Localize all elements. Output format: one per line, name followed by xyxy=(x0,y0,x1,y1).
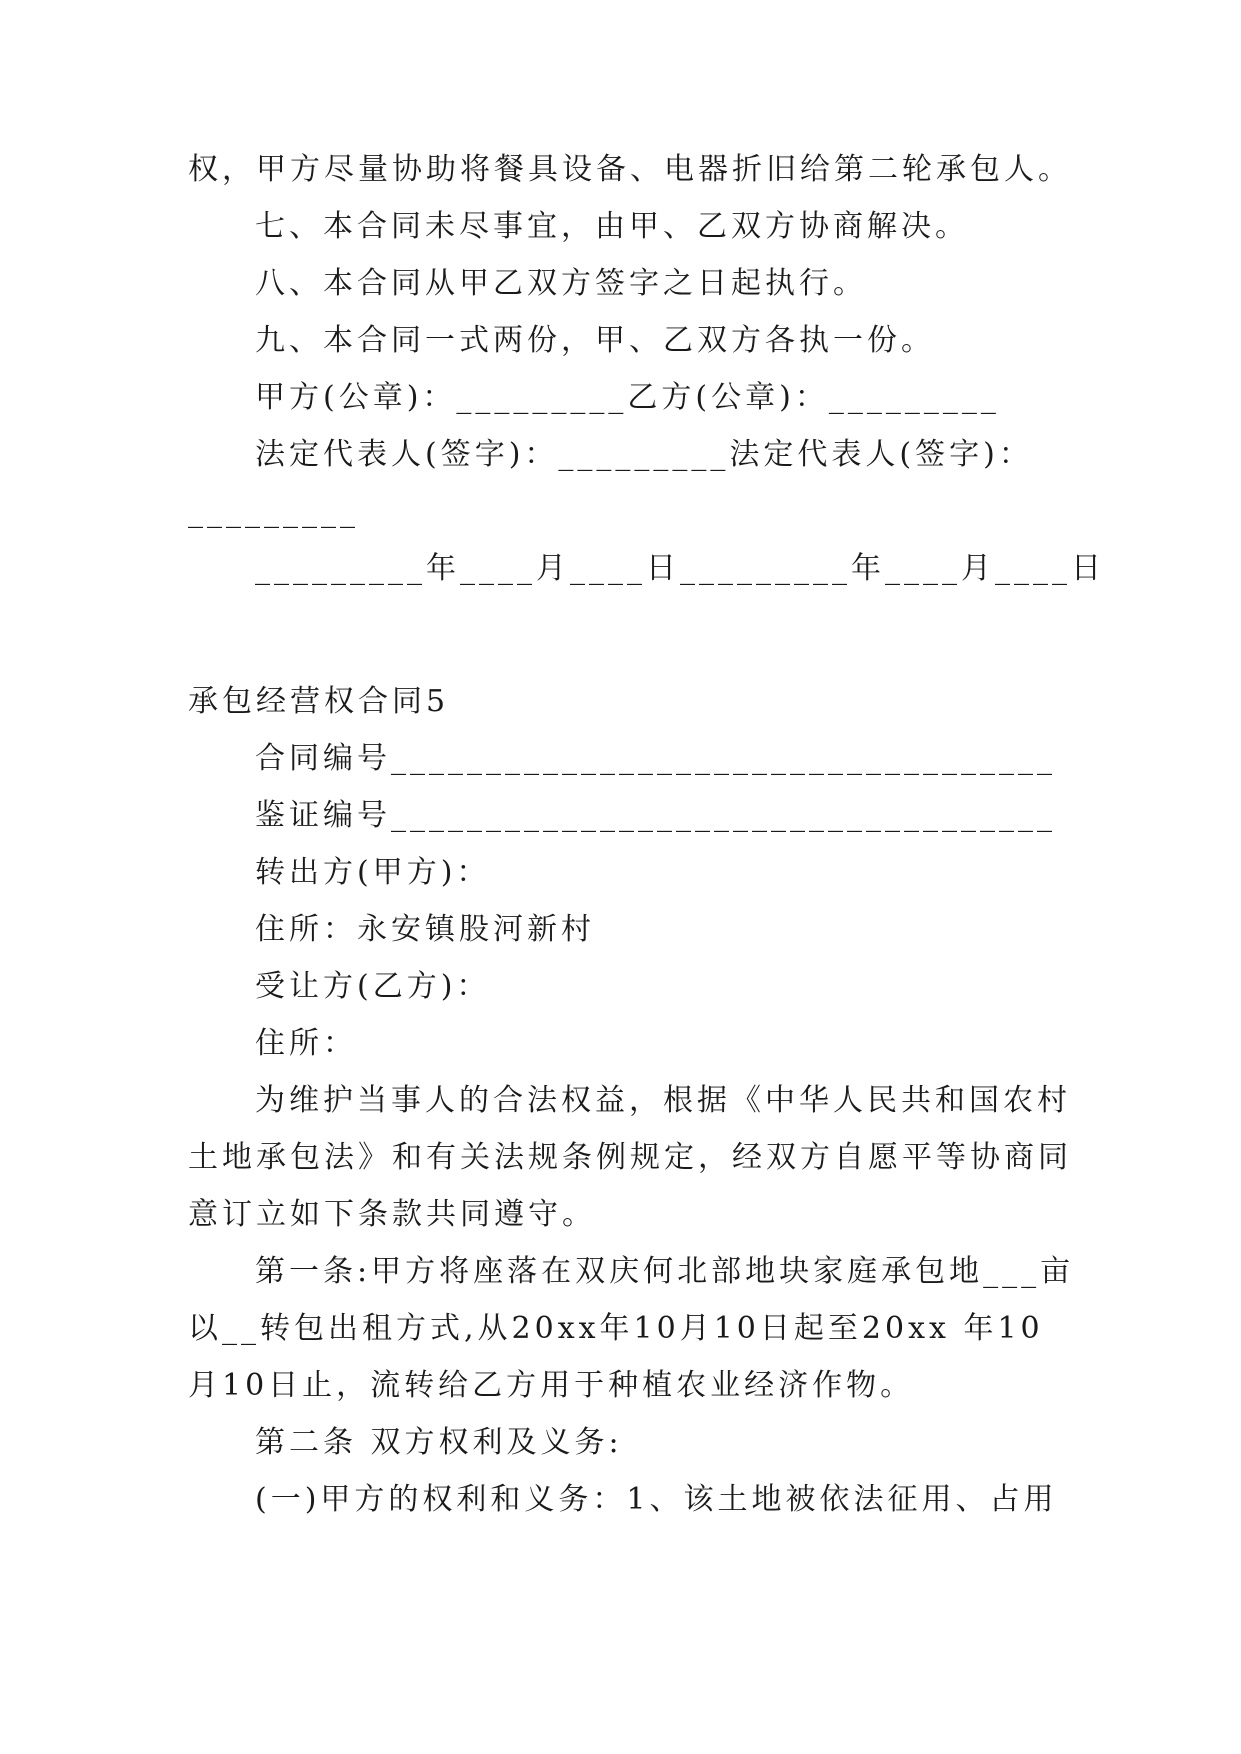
text-line: 月10日止，流转给乙方用于种植农业经济作物。 xyxy=(188,1368,915,1403)
article-two: 第二条 双方权利及义务: xyxy=(255,1425,623,1460)
article-one: 第一条:甲方将座落在双庆何北部地块家庭承包地___亩 xyxy=(255,1254,1075,1289)
text-line: 七、本合同未尽事宜，由甲、乙双方协商解决。 xyxy=(255,209,969,244)
text-line: 以__转包出租方式,从20xx年10月10日起至20xx 年10 xyxy=(188,1311,1044,1346)
verification-number-field: 鉴证编号___________________________________ xyxy=(255,798,1056,833)
text-line: 为维护当事人的合法权益，根据《中华人民共和国农村 xyxy=(255,1083,1071,1118)
signature-line-representative: 法定代表人(签字)：_________法定代表人(签字)： xyxy=(255,437,1033,472)
text-line: 意订立如下条款共同遵守。 xyxy=(188,1197,596,1232)
signature-line-seal: 甲方(公章)：_________乙方(公章)：_________ xyxy=(255,380,1000,415)
transferor-address: 住所：永安镇股河新村 xyxy=(255,912,595,947)
text-line: 权，甲方尽量协助将餐具设备、电器折旧给第二轮承包人。 xyxy=(188,152,1072,187)
transferee-label: 受让方(乙方)： xyxy=(255,969,491,1004)
text-line: 八、本合同从甲乙双方签字之日起执行。 xyxy=(255,266,867,301)
date-line: _________年____月____日_________年____月____日 xyxy=(255,551,1105,586)
text-line: 九、本合同一式两份，甲、乙双方各执一份。 xyxy=(255,323,935,358)
contract-number-field: 合同编号___________________________________ xyxy=(255,741,1056,776)
section-title: 承包经营权合同5 xyxy=(188,684,450,719)
text-line: 土地承包法》和有关法规条例规定，经双方自愿平等协商同 xyxy=(188,1140,1072,1175)
transferor-label: 转出方(甲方)： xyxy=(255,855,491,890)
transferee-address: 住所： xyxy=(255,1026,357,1061)
text-line: (一)甲方的权利和义务：1、该土地被依法征用、占用 xyxy=(255,1482,1058,1517)
signature-blank: _________ xyxy=(188,494,359,529)
